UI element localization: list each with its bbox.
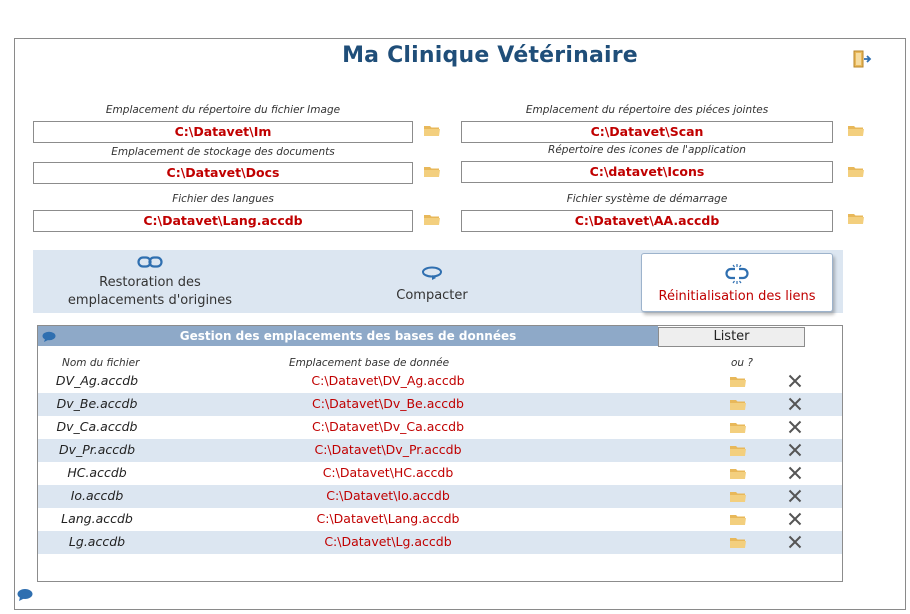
col-header-where: ou ? (731, 357, 753, 369)
close-x-icon[interactable] (788, 420, 802, 434)
row-path[interactable]: C:\Datavet\Lang.accdb (316, 511, 460, 526)
close-x-icon[interactable] (788, 512, 802, 526)
row-path[interactable]: C:\Datavet\Dv_Pr.accdb (314, 442, 462, 457)
compact-button[interactable] (362, 266, 502, 305)
chat-bubble-icon (42, 331, 56, 342)
panel-header-title: Gestion des emplacements des bases de données (179, 329, 517, 343)
folder-icon[interactable] (730, 490, 746, 503)
folder-icon[interactable] (730, 421, 746, 434)
folder-icon[interactable] (730, 444, 746, 457)
chat-bubble-icon[interactable] (17, 588, 33, 602)
row-filename: Lg.accdb (68, 534, 126, 549)
restore-label-line2: emplacements d'origines (67, 293, 233, 308)
row-filename: Io.accdb (70, 488, 124, 503)
attachments-dir-label: Emplacement du répertoire des piéces jointes (525, 104, 769, 116)
close-x-icon[interactable] (788, 535, 802, 549)
table-row (38, 416, 842, 439)
startup-file-input[interactable]: C:\Datavet\AA.accdb (461, 210, 833, 232)
folder-icon[interactable] (730, 536, 746, 549)
table-row (38, 462, 842, 485)
close-x-icon[interactable] (788, 374, 802, 388)
documents-dir-label: Emplacement de stockage des documents (111, 146, 335, 158)
startup-file-label: Fichier système de démarrage (566, 193, 728, 205)
row-filename: Dv_Be.accdb (56, 396, 138, 411)
icons-dir-input[interactable]: C:\datavet\Icons (461, 161, 833, 183)
col-header-path: Emplacement base de donnée (289, 357, 450, 369)
restore-locations-button[interactable] (50, 255, 250, 310)
page-title: Ma Clinique Vétérinaire (342, 43, 638, 68)
link-chain-icon (137, 255, 163, 269)
folder-icon[interactable] (730, 513, 746, 526)
language-file-input[interactable]: C:\Datavet\Lang.accdb (33, 210, 413, 232)
database-locations-panel (37, 325, 843, 582)
table-row (38, 370, 842, 393)
attachments-dir-input[interactable]: C:\Datavet\Scan (461, 121, 833, 143)
restore-label-line1: Restoration des (99, 275, 201, 290)
row-filename: Dv_Ca.accdb (56, 419, 138, 434)
close-x-icon[interactable] (788, 397, 802, 411)
table-row (38, 531, 842, 554)
row-filename: Dv_Pr.accdb (58, 442, 136, 457)
icons-dir-label: Répertoire des icones de l'application (548, 144, 746, 156)
close-x-icon[interactable] (788, 443, 802, 457)
row-filename: HC.accdb (67, 465, 127, 480)
panel-header (38, 326, 658, 346)
reset-label: Réinitialisation des liens (658, 289, 816, 304)
documents-dir-input[interactable]: C:\Datavet\Docs (33, 162, 413, 184)
list-button[interactable]: Lister (658, 327, 805, 347)
table-row (38, 439, 842, 462)
row-path[interactable]: C:\Datavet\HC.accdb (322, 465, 454, 480)
folder-icon[interactable] (848, 165, 864, 178)
folder-icon[interactable] (848, 212, 864, 225)
close-x-icon[interactable] (788, 466, 802, 480)
col-header-filename: Nom du fichier (62, 357, 140, 369)
exit-door-icon[interactable] (852, 50, 872, 68)
row-path[interactable]: C:\Datavet\Lg.accdb (324, 534, 452, 549)
table-row (38, 393, 842, 416)
compact-arrow-icon (420, 266, 444, 280)
image-dir-label: Emplacement du répertoire du fichier Image (105, 104, 341, 116)
compact-label: Compacter (396, 288, 468, 303)
folder-icon[interactable] (848, 124, 864, 137)
folder-icon[interactable] (424, 124, 440, 137)
reset-links-button[interactable] (641, 253, 833, 312)
folder-icon[interactable] (424, 213, 440, 226)
table-row (38, 485, 842, 508)
folder-icon[interactable] (730, 375, 746, 388)
row-path[interactable]: C:\Datavet\DV_Ag.accdb (311, 373, 465, 388)
table-row (38, 508, 842, 531)
row-path[interactable]: C:\Datavet\Dv_Ca.accdb (311, 419, 465, 434)
image-dir-input[interactable]: C:\Datavet\Im (33, 121, 413, 143)
close-x-icon[interactable] (788, 489, 802, 503)
folder-icon[interactable] (424, 165, 440, 178)
folder-icon[interactable] (730, 398, 746, 411)
row-filename: DV_Ag.accdb (55, 373, 139, 388)
row-path[interactable]: C:\Datavet\Io.accdb (326, 488, 450, 503)
row-path[interactable]: C:\Datavet\Dv_Be.accdb (312, 396, 464, 411)
broken-link-icon (724, 263, 750, 285)
language-file-label: Fichier des langues (172, 193, 274, 205)
folder-icon[interactable] (730, 467, 746, 480)
row-filename: Lang.accdb (61, 511, 133, 526)
